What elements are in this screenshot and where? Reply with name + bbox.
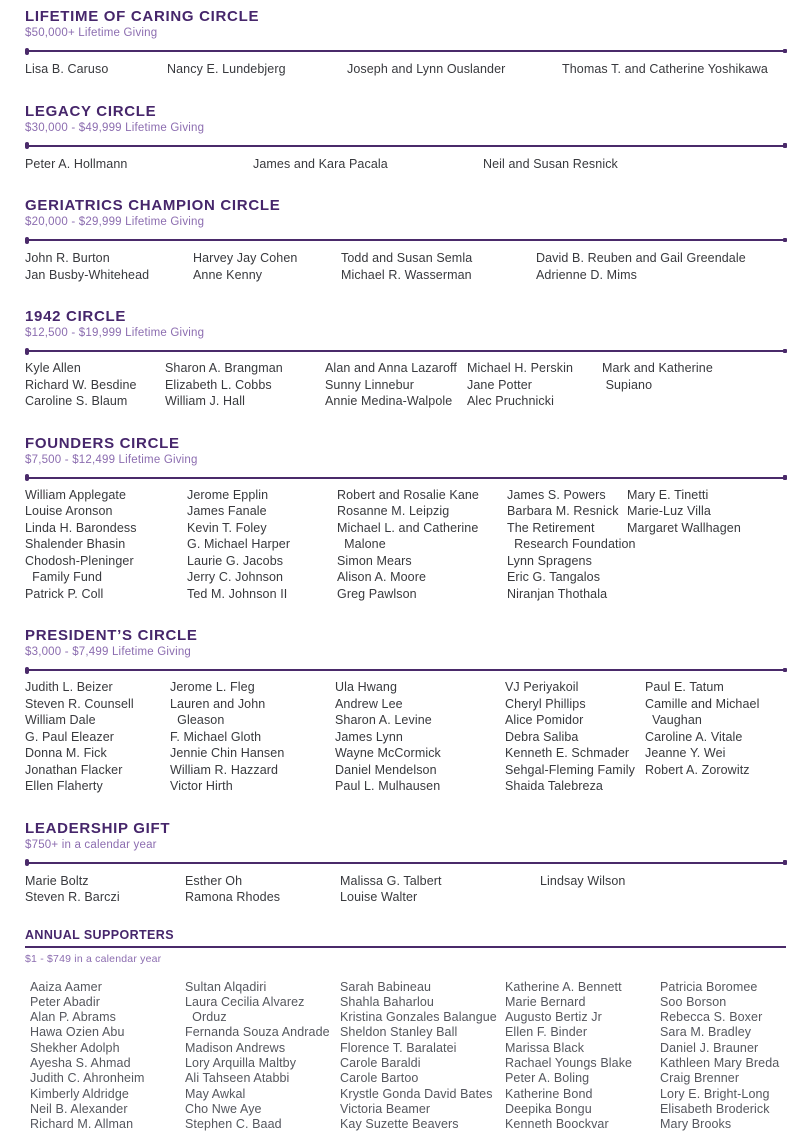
section-subtitle: $1 - $749 in a calendar year xyxy=(25,953,786,965)
donor-name: Katherine Bond xyxy=(505,1087,660,1102)
section-title: LIFETIME OF CARING CIRCLE xyxy=(25,8,786,25)
section-title: PRESIDENT’S CIRCLE xyxy=(25,627,786,644)
donor-name: Rebecca S. Boxer xyxy=(660,1010,786,1025)
section-leadership xyxy=(25,820,786,906)
donor-column xyxy=(660,980,786,1132)
section-founders xyxy=(25,435,786,603)
donor-name: May Awkal xyxy=(185,1087,340,1102)
donor-name: Andrew Lee xyxy=(335,696,505,713)
section-legacy xyxy=(25,103,786,173)
donor-name: Steven R. Counsell xyxy=(25,696,170,713)
donor-name: Victoria Beamer xyxy=(340,1102,505,1117)
donor-column xyxy=(483,156,786,173)
donor-name: F. Michael Gloth xyxy=(170,729,335,746)
donor-name: Louise Walter xyxy=(340,889,540,906)
donor-name: Adrienne D. Mims xyxy=(536,267,786,284)
donor-name: Supiano xyxy=(602,377,786,394)
section-subtitle: $3,000 - $7,499 Lifetime Giving xyxy=(25,646,786,658)
donor-name: Augusto Bertiz Jr xyxy=(505,1010,660,1025)
donor-column xyxy=(25,156,253,173)
donor-name: Chodosh-Pleninger xyxy=(25,553,187,570)
section-divider xyxy=(25,862,786,864)
donor-name: Hawa Ozien Abu xyxy=(30,1025,185,1040)
donor-columns xyxy=(25,250,786,283)
donor-name: Ula Hwang xyxy=(335,679,505,696)
donor-name: Malissa G. Talbert xyxy=(340,873,540,890)
donor-name: Jerry C. Johnson xyxy=(187,569,337,586)
donor-name: Lory E. Bright-Long xyxy=(660,1087,786,1102)
section-title: FOUNDERS CIRCLE xyxy=(25,435,786,452)
section-lifetime xyxy=(25,8,786,78)
donor-name: John R. Burton xyxy=(25,250,193,267)
donor-name: Caroline A. Vitale xyxy=(645,729,786,746)
donor-name: Camille and Michael xyxy=(645,696,786,713)
donor-name: Orduz xyxy=(185,1010,340,1025)
section-geriatrics xyxy=(25,197,786,283)
donor-name: Stephen C. Baad xyxy=(185,1117,340,1132)
donor-column xyxy=(25,679,170,795)
donor-name: Madison Andrews xyxy=(185,1041,340,1056)
donor-name: Shalender Bhasin xyxy=(25,536,187,553)
donor-column xyxy=(335,679,505,795)
donor-name: Peter Abadir xyxy=(30,995,185,1010)
donor-name: Ali Tahseen Atabbi xyxy=(185,1071,340,1086)
donor-columns xyxy=(25,487,786,603)
section-subtitle: $750+ in a calendar year xyxy=(25,839,786,851)
donor-column xyxy=(602,360,786,410)
donor-column xyxy=(193,250,341,283)
donor-column xyxy=(25,250,193,283)
donor-name: Shaida Talebreza xyxy=(505,778,645,795)
donor-name: Neil B. Alexander xyxy=(30,1102,185,1117)
donor-column xyxy=(645,679,786,795)
donor-name: William Applegate xyxy=(25,487,187,504)
donor-column xyxy=(30,980,185,1132)
donor-name: Steven R. Barczi xyxy=(25,889,185,906)
donor-name: Shekher Adolph xyxy=(30,1041,185,1056)
donor-name: Robert and Rosalie Kane xyxy=(337,487,507,504)
donor-name: Annie Medina-Walpole xyxy=(325,393,467,410)
donor-name: Laurie G. Jacobs xyxy=(187,553,337,570)
donor-name: Debra Saliba xyxy=(505,729,645,746)
donor-column xyxy=(25,61,167,78)
donor-name: G. Paul Eleazer xyxy=(25,729,170,746)
donor-name: Judith L. Beizer xyxy=(25,679,170,696)
donor-name: Mary E. Tinetti xyxy=(627,487,786,504)
donor-name: Greg Pawlson xyxy=(337,586,507,603)
donor-name: Rosanne M. Leipzig xyxy=(337,503,507,520)
donor-name: Alec Pruchnicki xyxy=(467,393,602,410)
donor-name: Alan and Anna Lazaroff xyxy=(325,360,467,377)
donor-name: Anne Kenny xyxy=(193,267,341,284)
donor-name: Lory Arquilla Maltby xyxy=(185,1056,340,1071)
donor-columns xyxy=(25,360,786,410)
donor-name: Esther Oh xyxy=(185,873,340,890)
donor-name: Jeanne Y. Wei xyxy=(645,745,786,762)
donor-name: Malone xyxy=(337,536,507,553)
donor-name: Fernanda Souza Andrade xyxy=(185,1025,340,1040)
donor-column xyxy=(253,156,483,173)
donor-name: Jane Potter xyxy=(467,377,602,394)
donor-name: Ramona Rhodes xyxy=(185,889,340,906)
section-divider xyxy=(25,50,786,52)
donor-name: Paul E. Tatum xyxy=(645,679,786,696)
donor-name: Patrick P. Coll xyxy=(25,586,187,603)
donor-name: Sarah Babineau xyxy=(340,980,505,995)
donor-column xyxy=(25,487,187,603)
donor-name: Deepika Bongu xyxy=(505,1102,660,1117)
donor-column xyxy=(505,980,660,1132)
section-subtitle: $50,000+ Lifetime Giving xyxy=(25,27,786,39)
section-subtitle: $20,000 - $29,999 Lifetime Giving xyxy=(25,216,786,228)
donor-name: Laura Cecilia Alvarez xyxy=(185,995,340,1010)
donor-name: Jan Busby-Whitehead xyxy=(25,267,193,284)
donor-name: Ayesha S. Ahmad xyxy=(30,1056,185,1071)
donor-name: William R. Hazzard xyxy=(170,762,335,779)
section-subtitle: $12,500 - $19,999 Lifetime Giving xyxy=(25,327,786,339)
donor-name: Sara M. Bradley xyxy=(660,1025,786,1040)
donor-column xyxy=(337,487,507,603)
donor-column xyxy=(562,61,786,78)
donor-name: Eric G. Tangalos xyxy=(507,569,627,586)
donor-name: Cho Nwe Aye xyxy=(185,1102,340,1117)
section-presidents xyxy=(25,627,786,795)
donor-name: Daniel Mendelson xyxy=(335,762,505,779)
donor-column xyxy=(25,360,165,410)
donor-name: Alice Pomidor xyxy=(505,712,645,729)
donor-column xyxy=(340,873,540,906)
donor-columns xyxy=(25,156,786,173)
donor-name: Michael R. Wasserman xyxy=(341,267,536,284)
donor-name: Soo Borson xyxy=(660,995,786,1010)
donor-name: Niranjan Thothala xyxy=(507,586,627,603)
donor-name: Vaughan xyxy=(645,712,786,729)
donor-name: Paul L. Mulhausen xyxy=(335,778,505,795)
section-subtitle: $7,500 - $12,499 Lifetime Giving xyxy=(25,454,786,466)
donor-name: VJ Periyakoil xyxy=(505,679,645,696)
section-divider xyxy=(25,477,786,479)
donor-name: Kathleen Mary Breda xyxy=(660,1056,786,1071)
section-title: GERIATRICS CHAMPION CIRCLE xyxy=(25,197,786,214)
donor-name: Marie Boltz xyxy=(25,873,185,890)
donor-name: Kyle Allen xyxy=(25,360,165,377)
donor-name: James Fanale xyxy=(187,503,337,520)
donor-columns xyxy=(25,679,786,795)
donor-name: Sheldon Stanley Ball xyxy=(340,1025,505,1040)
donor-name: Carole Baraldi xyxy=(340,1056,505,1071)
donor-column xyxy=(185,873,340,906)
donor-name: Barbara M. Resnick xyxy=(507,503,627,520)
donor-name: Peter A. Hollmann xyxy=(25,156,253,173)
donor-column xyxy=(347,61,562,78)
donor-column xyxy=(340,980,505,1132)
donor-name: Margaret Wallhagen xyxy=(627,520,786,537)
donor-name: Alison A. Moore xyxy=(337,569,507,586)
donor-column xyxy=(507,487,627,603)
donor-name: William Dale xyxy=(25,712,170,729)
donor-column xyxy=(187,487,337,603)
donor-name: Sharon A. Brangman xyxy=(165,360,325,377)
section-divider xyxy=(25,239,786,241)
donor-name: Linda H. Barondess xyxy=(25,520,187,537)
donor-name: Marissa Black xyxy=(505,1041,660,1056)
donor-name: Robert A. Zorowitz xyxy=(645,762,786,779)
donor-name: Richard M. Allman xyxy=(30,1117,185,1132)
donor-name: Patricia Boromee xyxy=(660,980,786,995)
donor-name: Thomas T. and Catherine Yoshikawa xyxy=(562,61,786,78)
donor-name: Kenneth Boockvar xyxy=(505,1117,660,1132)
donor-column xyxy=(540,873,786,906)
donor-name: Family Fund xyxy=(25,569,187,586)
donor-name: Marie Bernard xyxy=(505,995,660,1010)
section-title: LEADERSHIP GIFT xyxy=(25,820,786,837)
section-subtitle: $30,000 - $49,999 Lifetime Giving xyxy=(25,122,786,134)
section-title: 1942 CIRCLE xyxy=(25,308,786,325)
donor-name: Ellen F. Binder xyxy=(505,1025,660,1040)
donor-name: Sharon A. Levine xyxy=(335,712,505,729)
donor-name: Kenneth E. Schmader xyxy=(505,745,645,762)
section-annual xyxy=(25,928,786,1132)
donor-name: Richard W. Besdine xyxy=(25,377,165,394)
donor-name: Mary Brooks xyxy=(660,1117,786,1132)
donor-name: Caroline S. Blaum xyxy=(25,393,165,410)
donor-name: Michael L. and Catherine xyxy=(337,520,507,537)
donor-name: Kristina Gonzales Balangue xyxy=(340,1010,505,1025)
donor-name: Jerome L. Fleg xyxy=(170,679,335,696)
donor-name: Mark and Katherine xyxy=(602,360,786,377)
donor-name: William J. Hall xyxy=(165,393,325,410)
donor-column xyxy=(167,61,347,78)
donor-name: Cheryl Phillips xyxy=(505,696,645,713)
donor-column xyxy=(170,679,335,795)
donor-columns xyxy=(25,873,786,906)
section-divider xyxy=(25,350,786,352)
donor-name: Research Foundation xyxy=(507,536,627,553)
donor-name: Lindsay Wilson xyxy=(540,873,786,890)
donor-name: Elisabeth Broderick xyxy=(660,1102,786,1117)
donor-column xyxy=(467,360,602,410)
donor-name: Sultan Alqadiri xyxy=(185,980,340,995)
donor-column xyxy=(627,487,786,603)
donor-columns xyxy=(25,61,786,78)
donor-columns xyxy=(25,980,786,1132)
donor-column xyxy=(325,360,467,410)
donor-name: Joseph and Lynn Ouslander xyxy=(347,61,562,78)
donor-name: Krystle Gonda David Bates xyxy=(340,1087,505,1102)
donor-name: Ellen Flaherty xyxy=(25,778,170,795)
donor-name: Peter A. Boling xyxy=(505,1071,660,1086)
donor-name: Todd and Susan Semla xyxy=(341,250,536,267)
donor-column xyxy=(165,360,325,410)
donor-recognition-page xyxy=(25,8,786,1132)
donor-name: Rachael Youngs Blake xyxy=(505,1056,660,1071)
donor-name: Craig Brenner xyxy=(660,1071,786,1086)
donor-name: Louise Aronson xyxy=(25,503,187,520)
donor-name: Neil and Susan Resnick xyxy=(483,156,786,173)
donor-name: Katherine A. Bennett xyxy=(505,980,660,995)
donor-name: Carole Bartoo xyxy=(340,1071,505,1086)
donor-column xyxy=(185,980,340,1132)
donor-name: Jerome Epplin xyxy=(187,487,337,504)
donor-name: David B. Reuben and Gail Greendale xyxy=(536,250,786,267)
donor-name: Aaiza Aamer xyxy=(30,980,185,995)
donor-name: Nancy E. Lundebjerg xyxy=(167,61,347,78)
donor-name: Alan P. Abrams xyxy=(30,1010,185,1025)
donor-name: James S. Powers xyxy=(507,487,627,504)
donor-name: Shahla Baharlou xyxy=(340,995,505,1010)
donor-name: Gleason xyxy=(170,712,335,729)
section-divider xyxy=(25,145,786,147)
donor-name: Elizabeth L. Cobbs xyxy=(165,377,325,394)
donor-name: Kimberly Aldridge xyxy=(30,1087,185,1102)
donor-name: Lauren and John xyxy=(170,696,335,713)
donor-name: Harvey Jay Cohen xyxy=(193,250,341,267)
donor-name: Michael H. Perskin xyxy=(467,360,602,377)
donor-name: Victor Hirth xyxy=(170,778,335,795)
donor-name: Lynn Spragens xyxy=(507,553,627,570)
donor-name: Judith C. Ahronheim xyxy=(30,1071,185,1086)
donor-name: Wayne McCormick xyxy=(335,745,505,762)
donor-name: James Lynn xyxy=(335,729,505,746)
section-divider xyxy=(25,669,786,671)
donor-column xyxy=(25,873,185,906)
donor-name: Lisa B. Caruso xyxy=(25,61,167,78)
section-title: ANNUAL SUPPORTERS xyxy=(25,928,786,948)
donor-name: Florence T. Baralatei xyxy=(340,1041,505,1056)
donor-name: James and Kara Pacala xyxy=(253,156,483,173)
donor-column xyxy=(341,250,536,283)
section-title: LEGACY CIRCLE xyxy=(25,103,786,120)
donor-column xyxy=(536,250,786,283)
donor-name: Jonathan Flacker xyxy=(25,762,170,779)
donor-name: Marie-Luz Villa xyxy=(627,503,786,520)
donor-name: Kay Suzette Beavers xyxy=(340,1117,505,1132)
donor-name: Ted M. Johnson II xyxy=(187,586,337,603)
donor-name: Sehgal-Fleming Family xyxy=(505,762,645,779)
donor-column xyxy=(505,679,645,795)
donor-name: G. Michael Harper xyxy=(187,536,337,553)
section-c1942 xyxy=(25,308,786,410)
donor-name: Sunny Linnebur xyxy=(325,377,467,394)
donor-name: Kevin T. Foley xyxy=(187,520,337,537)
donor-name: Donna M. Fick xyxy=(25,745,170,762)
donor-name: Jennie Chin Hansen xyxy=(170,745,335,762)
donor-name: The Retirement xyxy=(507,520,627,537)
donor-name: Daniel J. Brauner xyxy=(660,1041,786,1056)
donor-name: Simon Mears xyxy=(337,553,507,570)
